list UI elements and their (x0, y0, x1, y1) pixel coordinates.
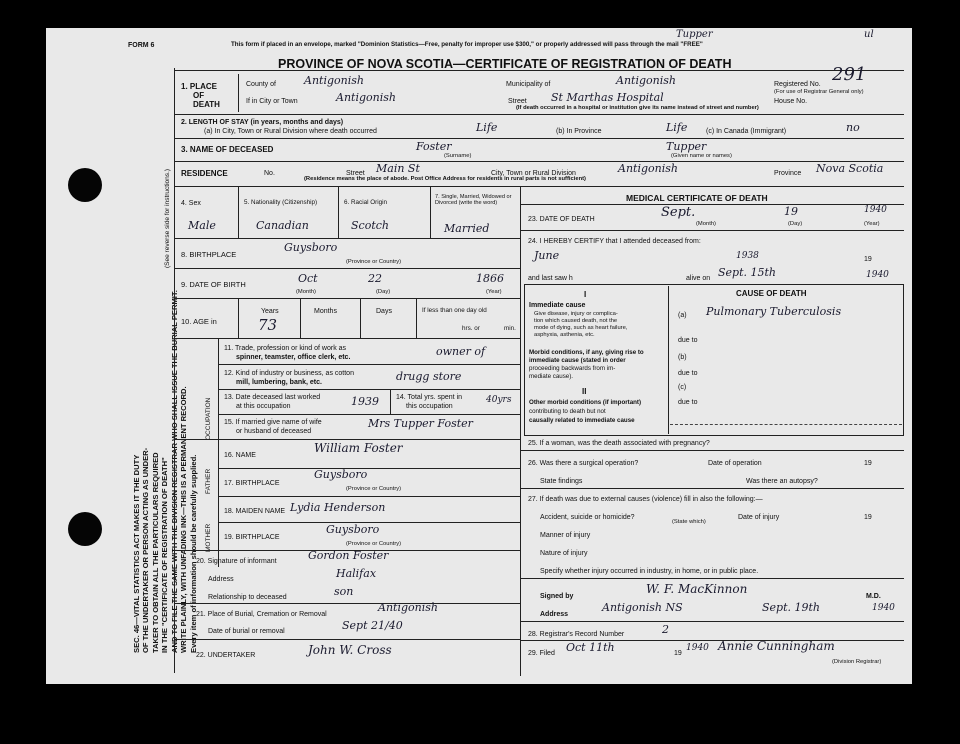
label-alive-on: alive on (686, 275, 711, 282)
side-line: WRITE PLAINLY, WITH UNFADING INK—THIS IS A PERMANENT RECORD. (179, 386, 189, 653)
label-industry: 12. Kind of industry or business, as cotton (224, 370, 354, 377)
label-years: Years (261, 308, 279, 315)
municipality-value: Antigonish (616, 74, 676, 87)
label-age: 10. AGE in (181, 317, 217, 326)
label-county: County of (246, 81, 276, 88)
label-physician-address: Address (540, 611, 569, 618)
residence-street-value: Main St (376, 162, 420, 175)
death-certificate (46, 28, 912, 684)
last-worked-value: 1939 (351, 395, 379, 408)
label-19-d: 19 (674, 650, 682, 657)
label-division-registrar: (Division Registrar) (832, 659, 882, 665)
label-19-c: 19 (864, 514, 872, 521)
residence-province-value: Nova Scotia (816, 162, 884, 175)
part-two: II (582, 387, 587, 396)
morbid-1: Morbid conditions, if any, giving rise to (529, 349, 644, 356)
medical-title: MEDICAL CERTIFICATE OF DEATH (626, 193, 768, 203)
label-due-to-1: due to (678, 337, 698, 344)
label-mother-prov: (Province or Country) (346, 541, 402, 547)
mother-side-label: MOTHER (205, 523, 212, 552)
rule (174, 298, 520, 299)
correction-note: Tupper (676, 29, 713, 40)
label-name-of-deceased: 3. NAME OF DECEASED (181, 145, 274, 154)
label-street: Street (508, 98, 527, 105)
label-pregnancy: 25. If a woman, was the death associated with pregnancy? (528, 440, 710, 447)
label-cause-a: (a) (678, 312, 687, 319)
filed-date-value: Oct 11th (566, 641, 615, 654)
rule (520, 621, 904, 622)
rule (218, 496, 520, 497)
label-filed: 29. Filed (528, 650, 555, 657)
rule (218, 414, 520, 415)
label-registrar-general: (For use of Registrar General only) (774, 89, 864, 95)
label-residence: RESIDENCE (181, 169, 228, 178)
side-line: IN THE "CERTIFICATE OF REGISTRATION OF DEATH" (160, 457, 170, 653)
attended-from-year-value: 1938 (736, 251, 759, 261)
side-line: OF THE UNDERTAKER OR PERSON ACTING AS UNDER- (141, 447, 151, 653)
county-value: Antigonish (304, 74, 364, 87)
label-father-birthplace: 17. BIRTHPLACE (224, 480, 280, 487)
city-value: Antigonish (336, 91, 396, 104)
rule (520, 488, 904, 489)
label-months: Months (314, 308, 337, 315)
street-value: St Marthas Hospital (551, 91, 664, 104)
sex-value: Male (188, 219, 216, 232)
label-surgical: 26. Was there a surgical operation? (528, 460, 639, 467)
hospital-note: (If death occurred in a hospital or institution give its name instead of street and number) (516, 105, 759, 111)
father-side-label: FATHER (205, 468, 212, 494)
given-name-value: Tupper (666, 140, 707, 153)
morbid-2: immediate cause (stated in order (529, 357, 626, 364)
mother-maiden-value: Lydia Henderson (290, 501, 386, 514)
label-in-city: (a) In City, Town or Rural Division where death occurred (204, 128, 377, 135)
racial-origin-value: Scotch (351, 219, 389, 232)
divider (238, 298, 239, 338)
relationship-value: son (334, 585, 354, 598)
rule (218, 364, 520, 365)
father-name-value: William Foster (314, 441, 403, 455)
label-last-saw: and last saw h (528, 275, 573, 282)
rule (520, 450, 904, 451)
industry-value: drugg store (396, 370, 462, 383)
label-father-prov: (Province or Country) (346, 486, 402, 492)
divider (668, 286, 669, 434)
label-date-of-birth: 9. DATE OF BIRTH (181, 280, 246, 289)
marital-status-value: Married (444, 222, 490, 235)
burial-date-value: Sept 21/40 (342, 619, 403, 632)
label-mother-birthplace: 19. BIRTHPLACE (224, 534, 280, 541)
label-external-causes: 27. If death was due to external causes (violence) fill in also the following:— (528, 496, 763, 503)
postage-note: This form if placed in an envelope, marked "Dominion Statistics—Free, penalty for improper use $300," or properly addressed will pass through the mail "FREE" (231, 41, 703, 48)
mother-birthplace-value: Guysboro (326, 523, 380, 536)
label-if-city: If in City or Town (246, 98, 298, 105)
label-length-of-stay: 2. LENGTH OF STAY (in years, months and days) (181, 119, 344, 126)
label-sex: 4. Sex (181, 200, 201, 207)
morbid-3: proceeding backwards from im- (529, 365, 616, 372)
side-line: TAKER TO OBTAIN ALL THE PARTICULARS REQUIRED (150, 452, 160, 653)
morbid-4: mediate cause). (529, 373, 574, 380)
label-19-b: 19 (864, 460, 872, 467)
birth-year-value: 1866 (476, 272, 504, 285)
rule (670, 424, 902, 425)
informant-address-value: Halifax (336, 567, 377, 580)
label-in-province: (b) In Province (556, 128, 602, 135)
father-birthplace-value: Guysboro (314, 468, 368, 481)
rule (174, 338, 520, 339)
label-day: (Day) (376, 289, 391, 295)
divider (300, 298, 301, 338)
label-manner-injury: Manner of injury (540, 532, 591, 539)
label-house-no: House No. (774, 98, 808, 105)
birthplace-value: Guysboro (284, 241, 338, 254)
death-year-value: 1940 (864, 205, 887, 215)
label-month: (Month) (296, 289, 316, 295)
label-death-day: (Day) (788, 221, 803, 227)
punch-hole-bottom (68, 512, 102, 546)
label-death: DEATH (193, 100, 220, 109)
label-trade: 11. Trade, profession or kind of work as (224, 345, 347, 352)
last-saw-value: Sept. 15th (718, 266, 777, 279)
label-state-findings: State findings (540, 478, 583, 485)
cause-a-value: Pulmonary Tuberculosis (706, 305, 842, 318)
residence-note: (Residence means the place of abode. Post Office Address for residents in rural parts is not sufficient) (304, 176, 586, 182)
signed-by-value: W. F. MacKinnon (646, 582, 748, 596)
undertaker-value: John W. Cross (308, 643, 392, 657)
registrar-signature-value: Annie Cunningham (718, 639, 835, 653)
corner-mark: ul (864, 29, 874, 40)
age-years-value: 73 (258, 316, 278, 334)
filed-year-value: 1940 (686, 643, 709, 653)
death-month-value: Sept. (661, 205, 696, 220)
label-industry-2: mill, lumbering, bank, etc. (236, 379, 322, 386)
label-res-street: Street (346, 170, 365, 177)
divider (338, 186, 339, 238)
side-line: Every item of information should be carefully supplied. (188, 454, 198, 653)
attended-from-value: June (534, 249, 560, 262)
divider (238, 186, 239, 238)
label-father-name: 16. NAME (224, 452, 256, 459)
certificate-title: PROVINCE OF NOVA SCOTIA—CERTIFICATE OF REGISTRATION OF DEATH (278, 57, 732, 71)
label-racial-origin: 6. Racial Origin (344, 199, 388, 206)
other-morbid-3: causally related to immediate cause (529, 417, 635, 424)
other-morbid-2: contributing to death but not (529, 408, 606, 415)
divider (218, 439, 219, 567)
registered-no-value: 291 (832, 64, 867, 85)
label-birthplace: 8. BIRTHPLACE (181, 250, 237, 259)
label-marital-status: 7. Single, Married, Widowed or Divorced (write the word) (435, 194, 512, 207)
label-address: Address (208, 576, 234, 583)
label-nationality: 5. Nationality (Citizenship) (244, 199, 318, 206)
side-line: AND TO FILE THE SAME WITH THE DIVISION REGISTRAR WHO SHALL ISSUE THE BURIAL PERMIT. (169, 290, 179, 653)
label-due-to-3: due to (678, 399, 698, 406)
rule (520, 230, 904, 231)
nationality-value: Canadian (256, 219, 309, 232)
label-death-year: (Year) (864, 221, 880, 227)
spouse-value: Mrs Tupper Foster (368, 417, 473, 430)
form-number: FORM 6 (128, 42, 155, 49)
label-cause-b: (b) (678, 354, 687, 361)
label-date-operation: Date of operation (708, 460, 762, 467)
label-due-to-2: due to (678, 370, 698, 377)
label-accident: Accident, suicide or homicide? (540, 514, 635, 521)
give-disease-1: Give disease, injury or complica- (534, 311, 618, 317)
rule (218, 468, 520, 469)
label-trade-2: spinner, teamster, office clerk, etc. (236, 354, 351, 361)
death-day-value: 19 (784, 205, 798, 218)
side-note: (See reverse side for instructions.) (164, 169, 171, 268)
label-surname: (Surname) (444, 153, 472, 159)
divider (238, 74, 239, 112)
label-place: 1. PLACE (181, 82, 218, 91)
divider (390, 389, 391, 414)
give-disease-3: mode of dying, such as heart failure, (534, 325, 628, 331)
rule (174, 70, 904, 71)
divider (416, 298, 417, 338)
residence-city-value: Antigonish (618, 162, 678, 175)
rule (174, 639, 520, 640)
label-nature-injury: Nature of injury (540, 550, 588, 557)
label-spouse: 15. If married give name of wife (224, 419, 322, 426)
label-registrar-record: 28. Registrar's Record Number (528, 631, 625, 638)
label-registered-no: Registered No. (774, 81, 821, 88)
informant-value: Gordon Foster (308, 549, 389, 562)
total-years-value: 40yrs (486, 395, 512, 405)
give-disease-4: asphyxia, asthenia, etc. (534, 332, 595, 338)
burial-place-value: Antigonish (378, 601, 438, 614)
label-in-canada: (c) In Canada (Immigrant) (706, 128, 787, 135)
part-one: I (584, 290, 587, 299)
cause-title: CAUSE OF DEATH (736, 289, 807, 298)
label-hrs: hrs. or (462, 325, 480, 332)
rule (174, 161, 904, 162)
label-state-which: (State which) (672, 519, 706, 525)
label-informant: 20. Signature of informant (196, 558, 277, 565)
punch-hole-top (68, 168, 102, 202)
label-immediate-cause: Immediate cause (529, 302, 586, 309)
occupation-side-label: OCCUPATION (205, 397, 212, 440)
physician-address-value: Antigonish NS (602, 601, 683, 614)
stay-city-value: Life (476, 121, 498, 134)
label-certify: 24. I HEREBY CERTIFY that I attended deceased from: (528, 238, 701, 245)
trade-value: owner of (436, 345, 486, 358)
rule (174, 603, 520, 604)
label-specify: Specify whether injury occurred in industry, in home, or in public place. (540, 568, 759, 575)
label-given-names: (Given name or names) (671, 153, 732, 159)
stay-province-value: Life (666, 121, 688, 134)
label-municipality: Municipality of (506, 81, 551, 88)
label-undertaker: 22. UNDERTAKER (196, 652, 256, 659)
rule (174, 186, 904, 187)
label-date-of-death: 23. DATE OF DEATH (528, 216, 595, 223)
divider (360, 298, 361, 338)
physician-date-value: Sept. 19th (762, 601, 821, 614)
label-province: Province (774, 170, 802, 177)
label-city-town-rural: City, Town or Rural Division (491, 170, 576, 177)
frame-left (174, 68, 175, 673)
label-burial: 21. Place of Burial, Cremation or Removal (196, 611, 327, 618)
label-last-worked-2: at this occupation (236, 403, 291, 410)
rule (174, 138, 904, 139)
birth-day-value: 22 (368, 272, 382, 285)
label-prov-country: (Province or Country) (346, 259, 402, 265)
label-total-years-2: this occupation (406, 403, 453, 410)
birth-month-value: Oct (298, 272, 318, 285)
label-total-years: 14. Total yrs. spent in (396, 394, 463, 401)
label-spouse-2: or husband of deceased (236, 428, 312, 435)
rule (174, 268, 520, 269)
label-days: Days (376, 308, 392, 315)
divider (430, 186, 431, 238)
label-md: M.D. (866, 593, 881, 600)
side-line: SEC. 46—VITAL STATISTICS ACT MAKES IT THE DUTY (132, 454, 141, 653)
label-burial-date: Date of burial or removal (208, 628, 285, 635)
label-min: min. (504, 325, 516, 332)
other-morbid-1: Other morbid conditions (if important) (529, 399, 642, 406)
label-cause-c: (c) (678, 384, 687, 391)
label-autopsy: Was there an autopsy? (746, 478, 818, 485)
stay-canada-value: no (846, 121, 860, 134)
label-19-a: 19 (864, 256, 872, 263)
label-year: (Year) (486, 289, 502, 295)
rule (174, 439, 520, 440)
label-date-injury: Date of injury (738, 514, 780, 521)
label-less-than-day: If less than one day old (422, 307, 487, 314)
side-instructions (132, 290, 198, 653)
rule (520, 204, 904, 205)
rule (174, 114, 904, 115)
attended-to-year-value: 1940 (866, 270, 889, 280)
label-last-worked: 13. Date deceased last worked (224, 394, 321, 401)
physician-year-value: 1940 (872, 603, 895, 613)
rule (174, 238, 520, 239)
label-signed-by: Signed by (540, 593, 574, 600)
surname-value: Foster (416, 140, 452, 153)
label-death-month: (Month) (696, 221, 716, 227)
label-no: No. (264, 170, 275, 177)
divider (520, 186, 521, 676)
label-of: OF (193, 91, 205, 100)
label-relationship: Relationship to deceased (208, 594, 287, 601)
label-mother-maiden: 18. MAIDEN NAME (224, 508, 286, 515)
rule (520, 578, 904, 579)
give-disease-2: tion which caused death, not the (534, 318, 618, 324)
rule (218, 389, 520, 390)
registrar-number-value: 2 (662, 623, 669, 636)
